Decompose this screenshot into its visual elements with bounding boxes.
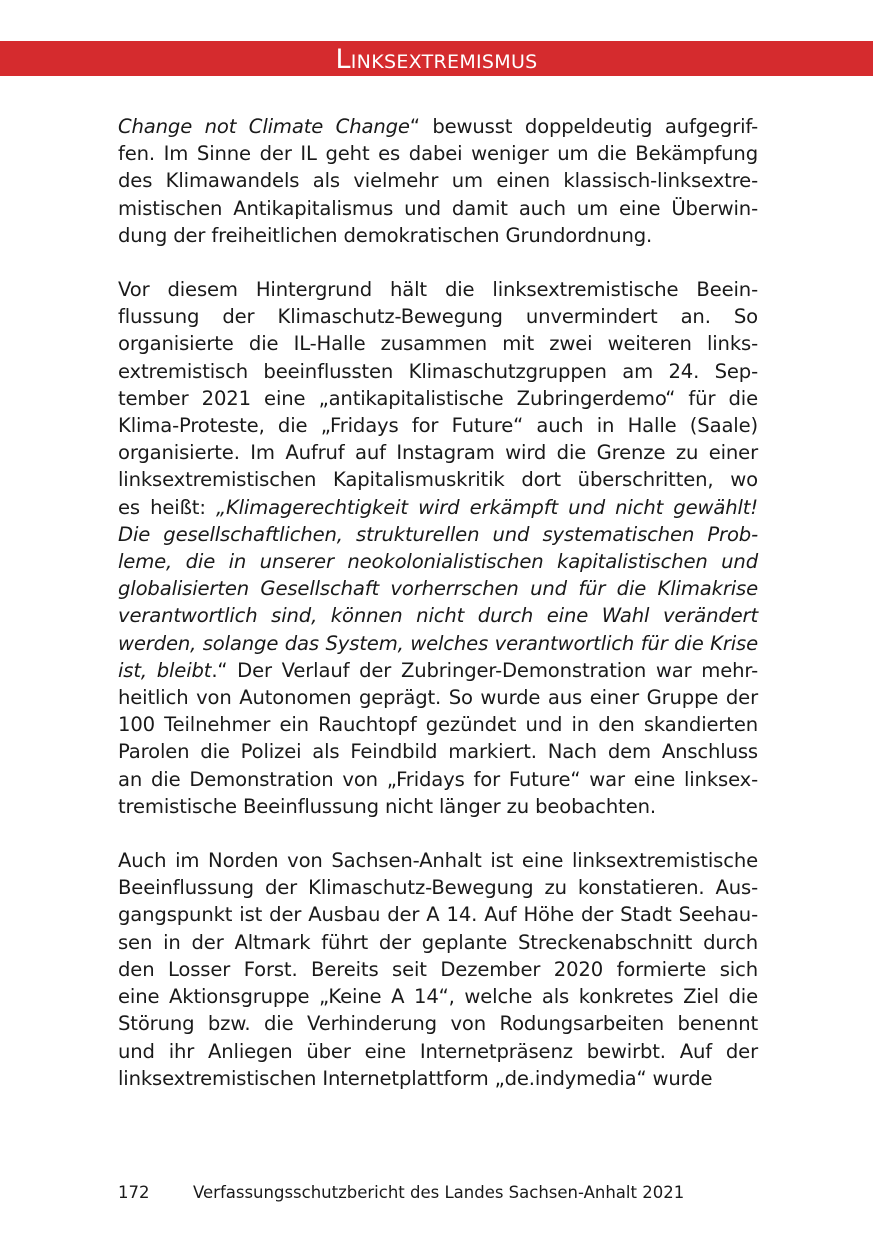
- text-line: [118, 766, 758, 793]
- text-line: [118, 793, 758, 820]
- text-segment: organisierte die IL-Halle zusammen mit zwei weiteren links-: [118, 332, 758, 356]
- text-segment: des Klimawandels als vielmehr um einen klassisch-linksextre-: [118, 169, 758, 193]
- text-line: [118, 929, 758, 956]
- text-segment: es heißt:: [118, 495, 216, 519]
- publication-title: Verfassungsschutzbericht des Landes Sachsen-Anhalt 2021: [193, 1183, 685, 1202]
- text-line: [118, 983, 758, 1010]
- text-line: [118, 575, 758, 602]
- italic-quote-segment: Die gesellschaftlichen, strukturellen und systematischen Prob-: [118, 522, 758, 546]
- text-segment: linksextremistischen Internetplattform „de.indymedia“ wurde: [118, 1066, 713, 1090]
- text-line: [118, 874, 758, 901]
- text-line: [118, 657, 758, 684]
- text-line: [118, 303, 758, 330]
- paragraph: [118, 113, 758, 249]
- text-segment: 100 Teilnehmer ein Rauchtopf gezündet und in den skandierten: [118, 713, 758, 737]
- text-line: [118, 439, 758, 466]
- text-segment: dung der freiheitlichen demokratischen Grundordnung.: [118, 223, 653, 247]
- page-number: 172: [118, 1183, 150, 1202]
- italic-quote-segment: werden, solange das System, welches verantwortlich für die Krise: [118, 631, 758, 655]
- text-segment: Störung bzw. die Verhinderung von Rodungsarbeiten benennt: [118, 1012, 758, 1036]
- text-segment: sen in der Altmark führt der geplante Streckenabschnitt durch: [118, 930, 758, 954]
- text-line: [118, 466, 758, 493]
- text-line: [118, 901, 758, 928]
- text-segment: heitlich von Autonomen geprägt. So wurde aus einer Gruppe der: [118, 686, 758, 710]
- text-line: [118, 956, 758, 983]
- text-line: [118, 222, 758, 249]
- text-segment: Beeinflussung der Klimaschutz-Bewegung zu konstatieren. Aus-: [118, 876, 758, 900]
- text-line: [118, 548, 758, 575]
- text-segment: den Losser Forst. Bereits seit Dezember 2020 formierte sich: [118, 957, 758, 981]
- text-line: [118, 330, 758, 357]
- italic-quote-segment: „Klimagerechtigkeit wird erkämpft und nicht gewählt!: [215, 495, 759, 519]
- text-segment: flussung der Klimaschutz-Bewegung unvermindert an. So: [118, 305, 758, 329]
- paragraph: [118, 276, 758, 820]
- text-line: [118, 738, 758, 765]
- text-segment: linksextremistischen Kapitalismuskritik dort überschritten, wo: [118, 468, 758, 492]
- text-segment: Vor diesem Hintergrund hält die linksextremistische Beein-: [118, 278, 758, 302]
- text-segment: organisierte. Im Aufruf auf Instagram wird die Grenze zu einer: [118, 441, 758, 465]
- italic-quote-segment: verantwortlich sind, können nicht durch eine Wahl verändert: [118, 604, 758, 628]
- text-line: [118, 1065, 758, 1092]
- text-segment: tember 2021 eine „antikapitalistische Zubringerdemo“ für die: [118, 386, 758, 410]
- text-segment: Parolen die Polizei als Feindbild markiert. Nach dem Anschluss: [118, 740, 758, 764]
- text-line: [118, 711, 758, 738]
- text-line: [118, 1038, 758, 1065]
- text-segment: und ihr Anliegen über eine Internetpräsenz bewirbt. Auf der: [118, 1039, 758, 1063]
- text-segment: fen. Im Sinne der IL geht es dabei weniger um die Bekämpfung: [118, 142, 758, 166]
- text-segment: .“ Der Verlauf der Zubringer-Demonstration war mehr-: [211, 658, 758, 682]
- text-segment: mistischen Antikapitalismus und damit auch um eine Überwin-: [118, 196, 758, 220]
- text-line: [118, 494, 758, 521]
- section-title: Linksextremismus: [335, 44, 538, 75]
- text-segment: eine Aktionsgruppe „Keine A 14“, welche als konkretes Ziel die: [118, 985, 758, 1009]
- italic-quote-segment: leme, die in unserer neokolonialistischen kapitalistischen und: [118, 550, 758, 574]
- text-line: [118, 1010, 758, 1037]
- text-line: [118, 167, 758, 194]
- italic-quote-segment: globalisierten Gesellschaft vorherrschen und für die Klimakrise: [118, 577, 758, 601]
- text-line: [118, 195, 758, 222]
- text-line: [118, 521, 758, 548]
- text-segment: “ bewusst doppeldeutig aufgegrif-: [409, 115, 758, 138]
- text-segment: an die Demonstration von „Fridays for Future“ war eine linksex-: [118, 767, 758, 791]
- text-segment: tremistische Beeinflussung nicht länger zu beobachten.: [118, 794, 656, 818]
- text-line: [118, 385, 758, 412]
- text-line: [118, 276, 758, 303]
- italic-quote-segment: ist, bleibt: [118, 658, 212, 682]
- text-line: [118, 684, 758, 711]
- text-line: [118, 412, 758, 439]
- text-segment: extremistisch beeinflussten Klimaschutzgruppen am 24. Sep-: [118, 359, 758, 383]
- text-line: [118, 630, 758, 657]
- text-line: [118, 113, 758, 140]
- text-segment: Auch im Norden von Sachsen-Anhalt ist eine linksextremistische: [118, 849, 758, 873]
- italic-quote-segment: Change not Climate Change: [118, 115, 410, 138]
- body-text: [118, 113, 758, 1119]
- text-line: [118, 140, 758, 167]
- text-line: [118, 602, 758, 629]
- text-line: [118, 358, 758, 385]
- text-segment: gangspunkt ist der Ausbau der A 14. Auf Höhe der Stadt Seehau-: [118, 903, 758, 927]
- page-footer: [118, 1181, 684, 1205]
- text-line: [118, 847, 758, 874]
- section-header-band: [0, 41, 873, 76]
- paragraph: [118, 847, 758, 1092]
- text-segment: Klima-Proteste, die „Fridays for Future“ auch in Halle (Saale): [118, 414, 758, 438]
